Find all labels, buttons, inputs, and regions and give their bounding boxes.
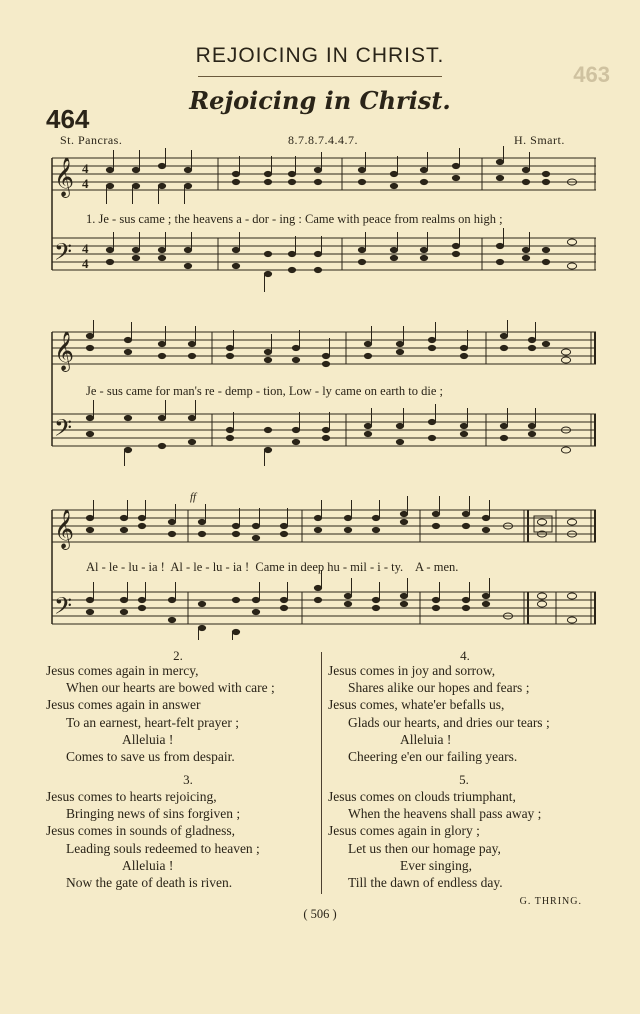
section-title: REJOICING IN CHRIST. — [195, 44, 445, 67]
verse-line: Jesus comes again in mercy, — [46, 663, 199, 678]
svg-text:𝄞: 𝄞 — [54, 331, 75, 371]
verse-line: Now the gate of death is riven. — [66, 875, 233, 891]
stanza-number: 4. — [460, 648, 470, 663]
verse-line: Till the dawn of endless day. — [348, 875, 503, 891]
svg-text:𝄢: 𝄢 — [54, 592, 73, 625]
page-number: ( 506 ) — [303, 907, 337, 921]
stanza-3 — [46, 788, 260, 891]
verse-line: Jesus comes in sounds of gladness, — [46, 823, 235, 839]
svg-text:4: 4 — [82, 161, 89, 176]
stanza-2 — [46, 662, 275, 765]
verse-line: Alleluia ! — [400, 731, 452, 747]
verse-line: Jesus comes in joy and sorrow, — [328, 663, 496, 678]
svg-text:4: 4 — [82, 176, 89, 191]
meter: 8.7.8.7.4.4.7. — [288, 133, 358, 147]
verse-line: Jesus comes again in glory ; — [328, 823, 480, 839]
hymn-title: Rejoicing in Christ. — [189, 86, 451, 115]
stanza-number: 3. — [183, 772, 193, 787]
verse-line: To an earnest, heart-felt prayer ; — [66, 714, 239, 730]
verse-line: When the heavens shall pass away ; — [348, 806, 542, 822]
verse-line: Jesus comes on clouds triumphant, — [328, 789, 516, 804]
svg-text:𝄞: 𝄞 — [54, 157, 75, 197]
stanza-number: 5. — [459, 772, 469, 787]
svg-text:𝄞: 𝄞 — [54, 509, 75, 549]
verse-line: Jesus comes, whate'er befalls us, — [328, 697, 505, 713]
hymn-number: 464 — [46, 104, 90, 134]
lyric-line-1: 1. Je - sus came ; the heavens a - dor - ing : Came with peace from realms on high ; — [86, 212, 503, 226]
svg-text:𝄢: 𝄢 — [54, 414, 73, 447]
column-divider — [321, 652, 322, 894]
verse-line: Jesus comes again in answer — [46, 697, 201, 713]
stanza-number: 2. — [173, 648, 183, 663]
verse-line: Ever singing, — [400, 857, 472, 873]
lyric-line-3: Al - le - lu - ia ! Al - le - lu - ia ! Came in deep hu - mil - i - ty. A - men. — [86, 560, 459, 574]
svg-text:4: 4 — [82, 256, 89, 271]
lyric-line-2: Je - sus came for man's re - demp - tion, Low - ly came on earth to die ; — [86, 384, 444, 398]
svg-text:𝄢: 𝄢 — [54, 238, 73, 271]
verse-line: Let us then our homage pay, — [348, 840, 501, 856]
tune-name: St. Pancras. — [60, 133, 123, 147]
show-through-page-number: 463 — [573, 62, 610, 87]
verse-line: Comes to save us from despair. — [66, 749, 235, 765]
svg-text:ff: ff — [190, 491, 197, 503]
author: G. THRING. — [519, 896, 582, 907]
verse-line: Glads our hearts, and dries our tears ; — [348, 714, 550, 730]
title-rule — [198, 76, 442, 77]
verse-line: Shares alike our hopes and fears ; — [348, 680, 530, 696]
stanza-4 — [328, 662, 550, 765]
verse-line: Alleluia ! — [122, 857, 174, 873]
composer: H. Smart. — [514, 133, 565, 147]
svg-text:4: 4 — [82, 241, 89, 256]
verse-line: Bringing news of sins forgiven ; — [66, 806, 241, 822]
verse-line: Cheering e'en our failing years. — [348, 749, 518, 765]
verse-line: When our hearts are bowed with care ; — [66, 680, 275, 696]
verse-line: Leading souls redeemed to heaven ; — [66, 840, 260, 856]
verse-line: Alleluia ! — [122, 731, 174, 747]
verse-line: Jesus comes to hearts rejoicing, — [46, 789, 217, 804]
stanza-5 — [328, 788, 541, 891]
